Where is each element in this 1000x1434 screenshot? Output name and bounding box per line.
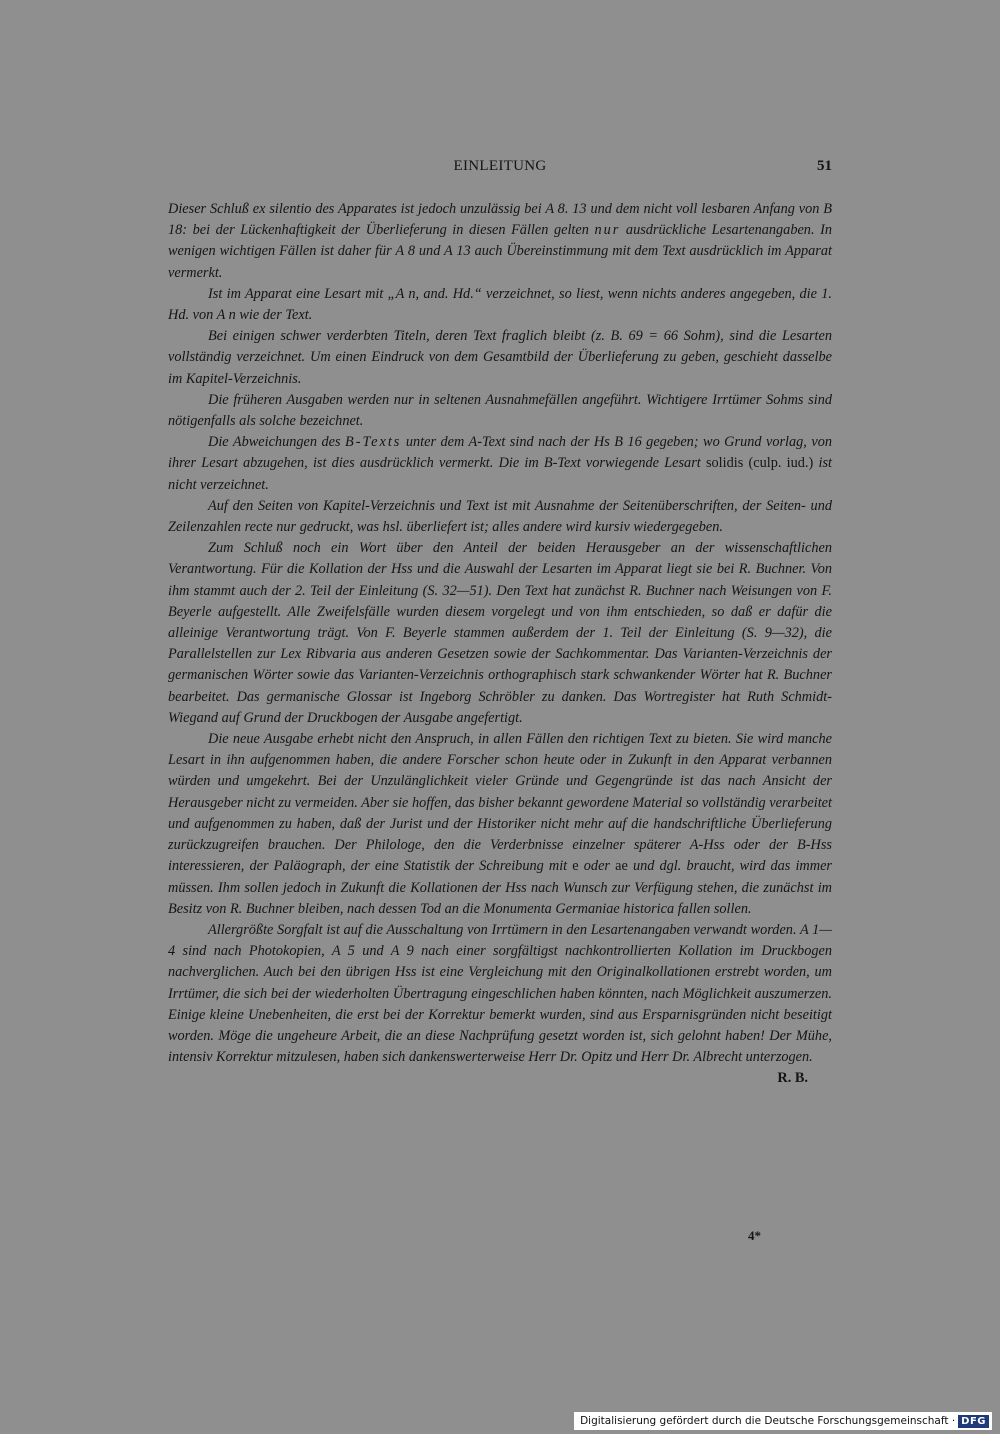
paragraph-5-start: Die Abweichungen des (208, 434, 341, 451)
paragraph-5 (168, 432, 832, 496)
paragraph-8-start: Die neue Ausgabe erhebt nicht den Anspruch, in allen Fällen den richtigen Text zu bieten. Sie wird manche Lesart in ihn aufgenommen haben, die andere Forscher schon heute oder in Zukunft in den Apparat verbannen würden und umgekehrt. Bei der Unzulänglichkeit vieler Gründe und Gegengründe ist das nach Ansicht der Herausgeber nicht zu vermeiden. Aber sie hoffen, das bisher bekannt gewordene Material so vollständig verarbeitet und aufgenommen zu haben, daß der Jurist und der Historiker nicht mehr auf die handschriftliche Überlieferung zurückzugreifen brauchen. Der Philologe, den die Verderbnisse einzelner späterer A-Hss oder der B-Hss interessieren, der Paläograph, der eine Statistik der Schreibung mit (168, 731, 832, 875)
paragraph-8-end: und dgl. braucht, wird das immer müssen. Ihm sollen jedoch in Zukunft die Kollationen der Hss nach Wunsch zur Verfügung stehen, die zunächst im Besitz von R. Buchner bleiben, nach dessen Tod an die Monumenta Germaniae historica fallen sollen. (168, 858, 832, 917)
paragraph-1-text: Dieser Schluß ex silentio des Apparates ist jedoch unzulässig bei A 8. 13 und dem nicht voll lesbaren Anfang von B 18: bei der Lückenhaftigkeit der Überlieferung in diesen Fällen gelten (168, 201, 832, 239)
upright-e: e (572, 858, 579, 875)
paragraph-6: Auf den Seiten von Kapitel-Verzeichnis und Text ist mit Ausnahme der Seitenüberschriften, der Seiten- und Zeilenzahlen recte nur gedruckt, was hsl. überliefert ist; alles andere wird kursiv wiedergegeben. (168, 497, 832, 536)
paragraph-8 (168, 729, 832, 920)
paragraph-3: Bei einigen schwer verderbten Titeln, deren Text fraglich bleibt (z. B. 69 = 66 Sohm), sind die Lesarten vollständig verzeichnet. Um einen Eindruck von dem Gesamtbild der Überlieferung zu geben, geschieht dasselbe im Kapitel-Verzeichnis. (168, 328, 832, 387)
paragraph-1 (168, 199, 832, 284)
upright-term: solidis (culp. iud.) (705, 455, 814, 472)
paragraph-9-text: Allergrößte Sorgfalt ist auf die Ausschaltung von Irrtümern in den Lesartenangaben verwandt worden. A 1—4 sind nach Photokopien, A 5 und A 9 nach einer sorgfältigst nachkontrollierten Kollation im Druckbogen nachverglichen. Auch bei den übrigen Hss ist eine Vergleichung mit den Originalkollationen erstrebt worden, um Irrtümer, die sich bei der wiederholten Übertragung eingeschlichen haben könnten, nach Möglichkeit auszumerzen. Einige kleine Unebenheiten, die erst bei der Korrektur bemerkt wurden, sind aus Ersparnisgründen nicht beseitigt worden. Möge die ungeheure Arbeit, die an diese Nachprüfung gesetzt worden ist, sich gelohnt haben! Der Mühe, intensiv Korrektur mitzulesen, haben sich dankenswerterweise Herr Dr. Opitz und Herr Dr. Albrecht unterzogen. (168, 921, 832, 1066)
upright-ae: ae (615, 858, 628, 875)
sheet-mark: 4* (748, 1228, 761, 1243)
funding-credit: Digitalisierung gefördert durch die Deutsche Forschungsgemeinschaft · (580, 1415, 956, 1427)
body-text (168, 199, 832, 1090)
dfg-logo: DFG (958, 1415, 989, 1428)
emphasis-spaced: nur (594, 222, 621, 239)
paragraph-5-end: ist nicht verzeichnet. (168, 455, 833, 493)
paragraph-7: Zum Schluß noch ein Wort über den Anteil der beiden Herausgeber an der wissenschaftlichen Verantwortung. Für die Kollation der Hss und die Auswahl der Lesarten im Apparat liegt sie bei R. Buchner. Von ihm stammt auch der 2. Teil der Einleitung (S. 32—51). Den Text hat zunächst R. Buchner nach Weisungen von F. Beyerle aufgestellt. Alle Zweifelsfälle wurden diesem vorgelegt und von ihm entschieden, so daß er dafür die alleinige Verantwortung trägt. Von F. Beyerle stammen außerdem der 1. Teil der Einleitung (S. 9—32), die Parallelstellen zur Lex Ribvaria aus anderen Gesetzen sowie der Sachkommentar. Das Varianten-Verzeichnis der germanischen Wörter sowie das Varianten-Verzeichnis orthographisch stark schwankender Wörter hat R. Buchner bearbeitet. Das germanische Glossar ist Ingeborg Schröbler zu danken. Das Wortregister hat Ruth Schmidt-Wiegand auf Grund der Druckbogen der Ausgabe angefertigt. (168, 540, 832, 726)
signature: R. B. (777, 1070, 808, 1087)
paragraph-1-end: ausdrückliche Lesartenangaben. In wenigen wichtigen Fällen ist daher für A 8 und A 13 auch Übereinstimmung mit dem Text ausdrücklich im Apparat vermerkt. (168, 222, 833, 281)
page-header (168, 158, 832, 180)
page-number: 51 (817, 158, 832, 174)
paragraph-4: Die früheren Ausgaben werden nur in seltenen Ausnahmefällen angeführt. Wichtigere Irrtümer Sohms sind nötigenfalls als solche bezeichnet. (168, 391, 832, 430)
paragraph-8-mid: oder (583, 858, 610, 875)
footer-credit-bar (574, 1412, 992, 1430)
paragraph-5-mid: unter dem A-Text sind nach der Hs B 16 gegeben; wo Grund vorlag, von ihrer Lesart abzugehen, ist dies ausdrücklich vermerkt. Die im B-Text vorwiegende Lesart (168, 434, 832, 472)
b-texts-spaced: B-Texts (345, 434, 402, 451)
running-head: EINLEITUNG (453, 158, 547, 174)
paragraph-9 (168, 920, 832, 1087)
paragraph-2: Ist im Apparat eine Lesart mit „A n, and. Hd.“ verzeichnet, so liest, wenn nichts anderes angegeben, die 1. Hd. von A n wie der Text. (168, 285, 832, 324)
